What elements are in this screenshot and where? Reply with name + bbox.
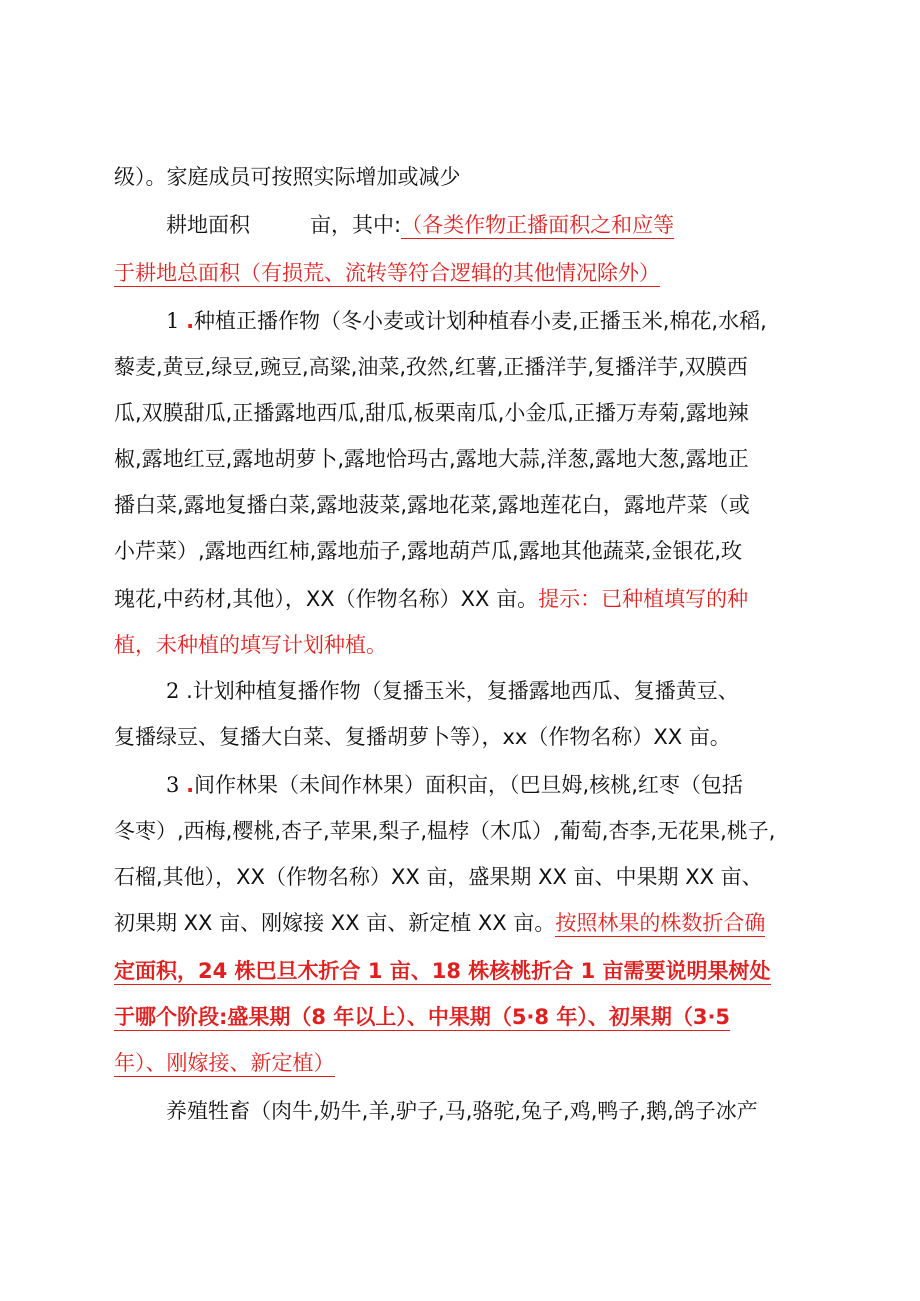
- item-number: 2: [166, 679, 180, 703]
- line-text: 藜麦,黄豆,绿豆,豌豆,高粱,油菜,孜然,红薯,正播洋芋,复播洋芋,双膜西: [114, 355, 748, 379]
- text-line: [166, 210, 866, 240]
- line-text: 养殖牲畜（肉牛,奶牛,羊,驴子,马,骆驼,兔子,鸡,鸭子,鹅,鸽子冰产: [166, 1099, 758, 1123]
- red-note: 提示：已种植填写的种: [538, 587, 749, 611]
- line-text: 初果期 XX 亩、刚嫁接 XX 亩、新定植 XX 亩。: [114, 911, 556, 935]
- line-text: 冬枣）,西梅,樱桃,杏子,苹果,梨子,榅桲（木瓜）,葡萄,杏李,无花果,桃子,: [114, 819, 776, 843]
- text-line: [114, 536, 814, 566]
- text-line: [114, 862, 814, 892]
- red-note: 于耕地总面积（有损荒、流转等符合逻辑的其他情况除外）: [114, 261, 660, 285]
- text-line: [114, 398, 814, 428]
- line-text: 播白菜,露地复播白菜,露地菠菜,露地花菜,露地莲花白，露地芹菜（或: [114, 493, 750, 517]
- item-dot: .: [186, 309, 195, 333]
- text-line: [114, 1002, 814, 1032]
- item-dot: .: [186, 773, 195, 797]
- text-line: [114, 630, 814, 660]
- line-text: 级）。家庭成员可按照实际增加或减少: [114, 165, 461, 189]
- line-text: 亩，其中:: [310, 213, 402, 237]
- label-farmland-area: 耕地面积: [166, 213, 250, 237]
- line-text: .计划种植复播作物（复播玉米，复播露地西瓜、复播黄豆、: [186, 679, 739, 703]
- line-text: 瑰花,中药材,其他），XX（作物名称）XX 亩。: [114, 587, 539, 611]
- text-line: [114, 1048, 814, 1078]
- line-text: 种植正播作物（冬小麦或计划种植春小麦,正播玉米,棉花,水稻,: [194, 309, 767, 333]
- text-line: [114, 584, 814, 614]
- red-note: 年）、刚嫁接、新定植）: [114, 1051, 335, 1075]
- red-note: 定面积，24 株巴旦木折合 1 亩、18 株核桃折合 1 亩需要说明果树处: [114, 959, 771, 983]
- text-line: [114, 162, 814, 192]
- red-note: 按照林果的株数折合确: [555, 911, 766, 935]
- text-line: [166, 306, 866, 336]
- red-note: 植，未种植的填写计划种植。: [114, 633, 387, 657]
- text-line: [114, 956, 814, 986]
- line-text: 间作林果（未间作林果）面积亩，（巴旦姆,核桃,红枣（包括: [194, 773, 743, 797]
- line-text: 瓜,双膜甜瓜,正播露地西瓜,甜瓜,板栗南瓜,小金瓜,正播万寿菊,露地辣: [114, 401, 749, 425]
- text-line: [114, 258, 814, 288]
- red-note: （各类作物正播面积之和应等: [401, 213, 675, 237]
- text-line: [114, 816, 814, 846]
- text-line: [114, 908, 814, 938]
- red-note: 于哪个阶段:盛果期（8 年以上）、中果期（5·8 年）、初果期（3·5: [114, 1005, 731, 1029]
- text-line: [114, 490, 814, 520]
- line-text: 小芹菜）,露地西红柿,露地茄子,露地葫芦瓜,露地其他蔬菜,金银花,玫: [114, 539, 743, 563]
- text-line: [166, 1096, 866, 1126]
- text-line: [114, 444, 814, 474]
- item-number: 1: [166, 309, 180, 333]
- text-line: [114, 722, 814, 752]
- text-line: [166, 770, 866, 800]
- line-text: 石榴,其他），XX（作物名称）XX 亩，盛果期 XX 亩、中果期 XX 亩、: [114, 865, 763, 889]
- line-text: 椒,露地红豆,露地胡萝卜,露地恰玛古,露地大蒜,洋葱,露地大葱,露地正: [114, 447, 749, 471]
- item-number: 3: [166, 773, 180, 797]
- text-line: [166, 676, 866, 706]
- text-line: [114, 352, 814, 382]
- line-text: 复播绿豆、复播大白菜、复播胡萝卜等），xx（作物名称）XX 亩。: [114, 725, 731, 749]
